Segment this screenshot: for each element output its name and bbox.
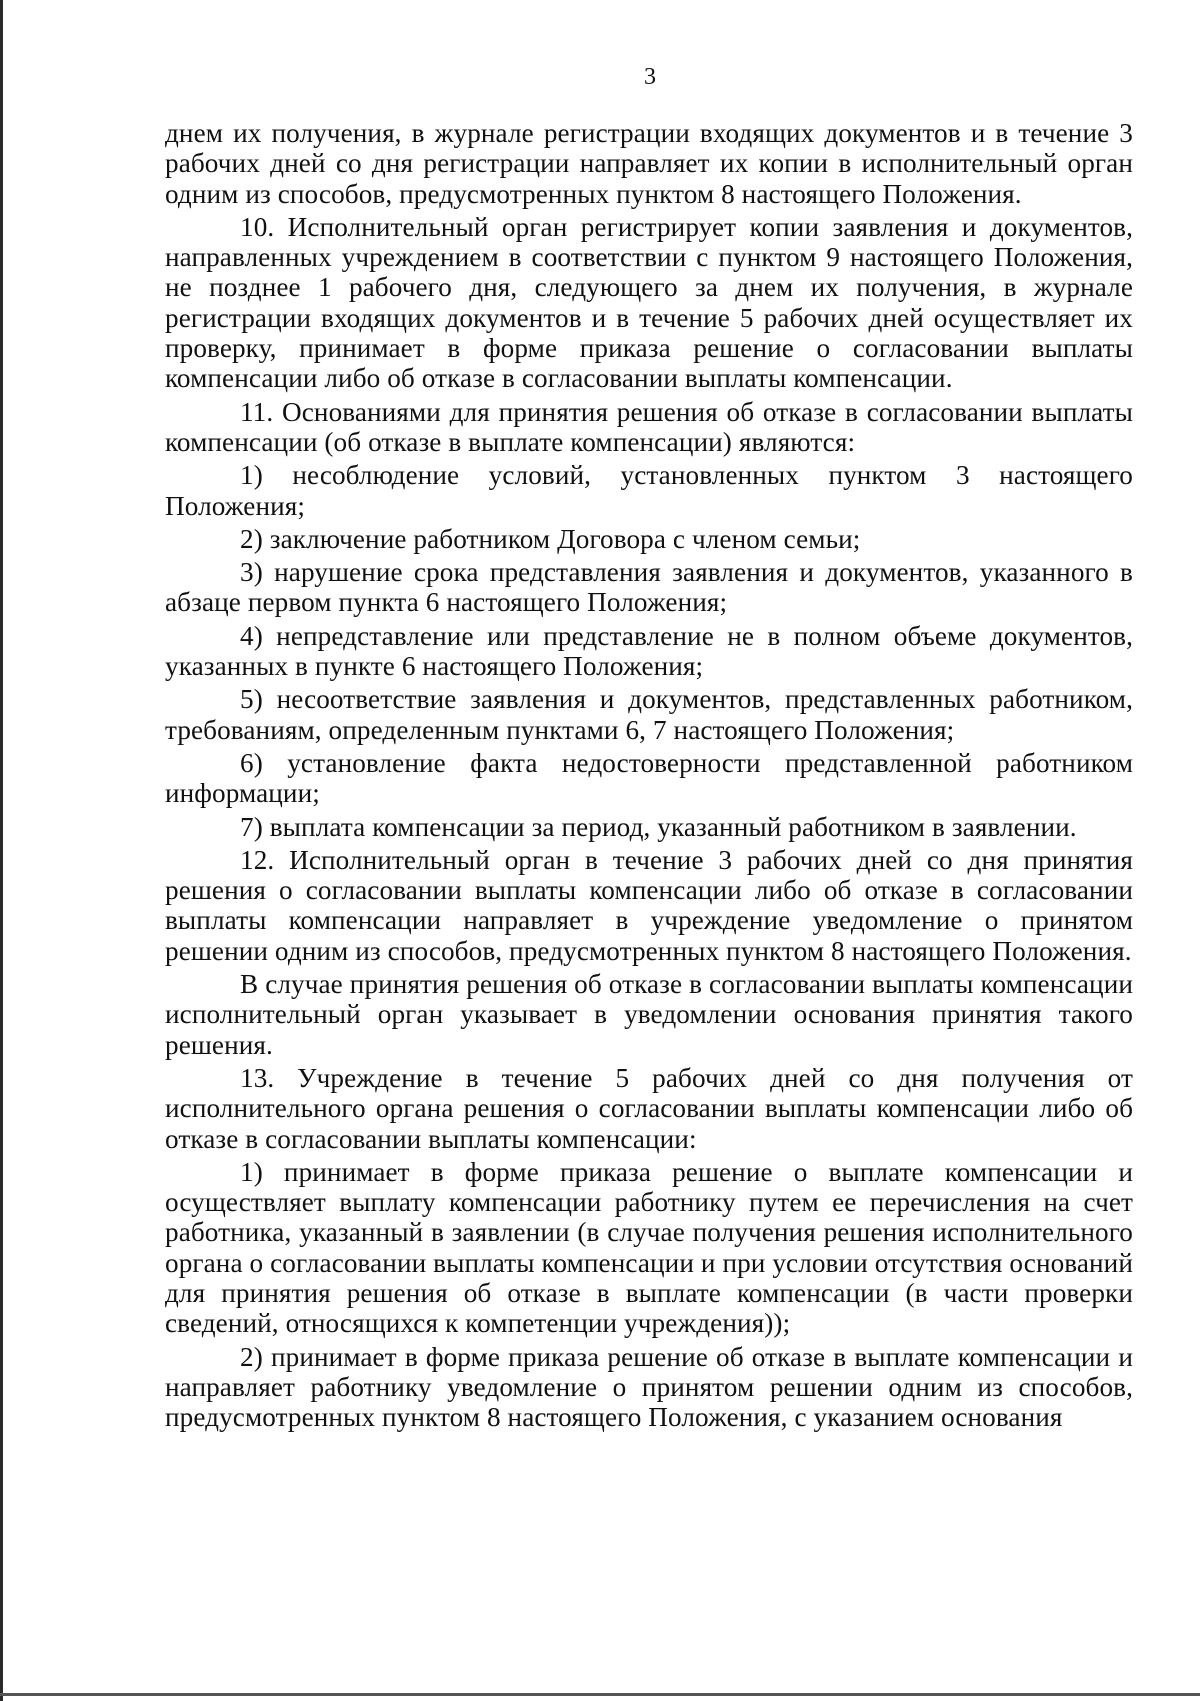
paragraph-item-13: 13. Учреждение в течение 5 рабочих дней со дня получения от исполнительного органа решения о согласовании выплаты компенсации либо об отказе в согласовании выплаты компенсации:	[165, 1062, 1133, 1154]
paragraph-item-12-refusal: В случае принятия решения об отказе в согласовании выплаты компенсации исполнительный орган указывает в уведомлении основания принятия такого решения.	[165, 969, 1133, 1060]
scan-edge-bottom	[0, 1693, 1200, 1696]
scan-edge-left	[0, 0, 3, 1701]
list-item-11-7: 7) выплата компенсации за период, указанный работником в заявлении.	[240, 811, 1077, 842]
list-item-11-1: 1) несоблюдение условий, установленных пунктом 3 настоящего Положения;	[165, 460, 1133, 521]
list-item-11-2: 2) заключение работником Договора с членом семьи;	[240, 523, 861, 554]
document-body	[165, 118, 1133, 1432]
paragraph-item-12: 12. Исполнительный орган в течение 3 рабочих дней со дня принятия решения о согласовании выплаты компенсации либо об отказе в согласовании выплаты компенсации направляет в учреждение уведомление о принятом решении одним из способов, предусмотренных пунктом 8 настоящего Положения.	[165, 844, 1133, 966]
list-item-13-1: 1) принимает в форме приказа решение о выплате компенсации и осуществляет выплату компенсации работнику путем ее перечисления на счет работника, указанный в заявлении (в случае получения решения исполнительного органа о согласовании выплаты компенсации и при условии отсутствия оснований для принятия решения об отказе в выплате компенсации (в части проверки сведений, относящихся к компетенции учреждения));	[165, 1156, 1133, 1339]
list-item-11-6: 6) установление факта недостоверности представленной работником информации;	[165, 747, 1133, 809]
list-item-11-3: 3) нарушение срока представления заявления и документов, указанного в абзаце первом пункта 6 настоящего Положения;	[165, 557, 1133, 618]
list-item-11-4: 4) непредставление или представление не в полном объеме документов, указанных в пункте 6 настоящего Положения;	[165, 620, 1133, 682]
paragraph-item-11: 11. Основаниями для принятия решения об отказе в согласовании выплаты компенсации (об отказе в выплате компенсации) являются:	[165, 396, 1133, 457]
list-item-11-5: 5) несоответствие заявления и документов, представленных работником, требованиям, определенным пунктами 6, 7 настоящего Положения;	[165, 684, 1133, 745]
paragraph-item-10: 10. Исполнительный орган регистрирует копии заявления и документов, направленных учреждением в соответствии с пунктом 9 настоящего Положения, не позднее 1 рабочего дня, следующего за днем их получения, в журнале регистрации входящих документов и в течение 5 рабочих дней осуществляет их проверку, принимает в форме приказа решение о согласовании выплаты компенсации либо об отказе в согласовании выплаты компенсации.	[165, 211, 1133, 394]
page-number: 3	[644, 64, 656, 90]
paragraph-continuation: днем их получения, в журнале регистрации входящих документов и в течение 3 рабочих дней со дня регистрации направляет их копии в исполнительный орган одним из способов, предусмотренных пунктом 8 настоящего Положения.	[165, 118, 1133, 209]
list-item-13-2: 2) принимает в форме приказа решение об отказе в выплате компенсации и направляет работнику уведомление о принятом решении одним из способов, предусмотренных пунктом 8 настоящего Положения, с указанием основания	[165, 1341, 1133, 1433]
